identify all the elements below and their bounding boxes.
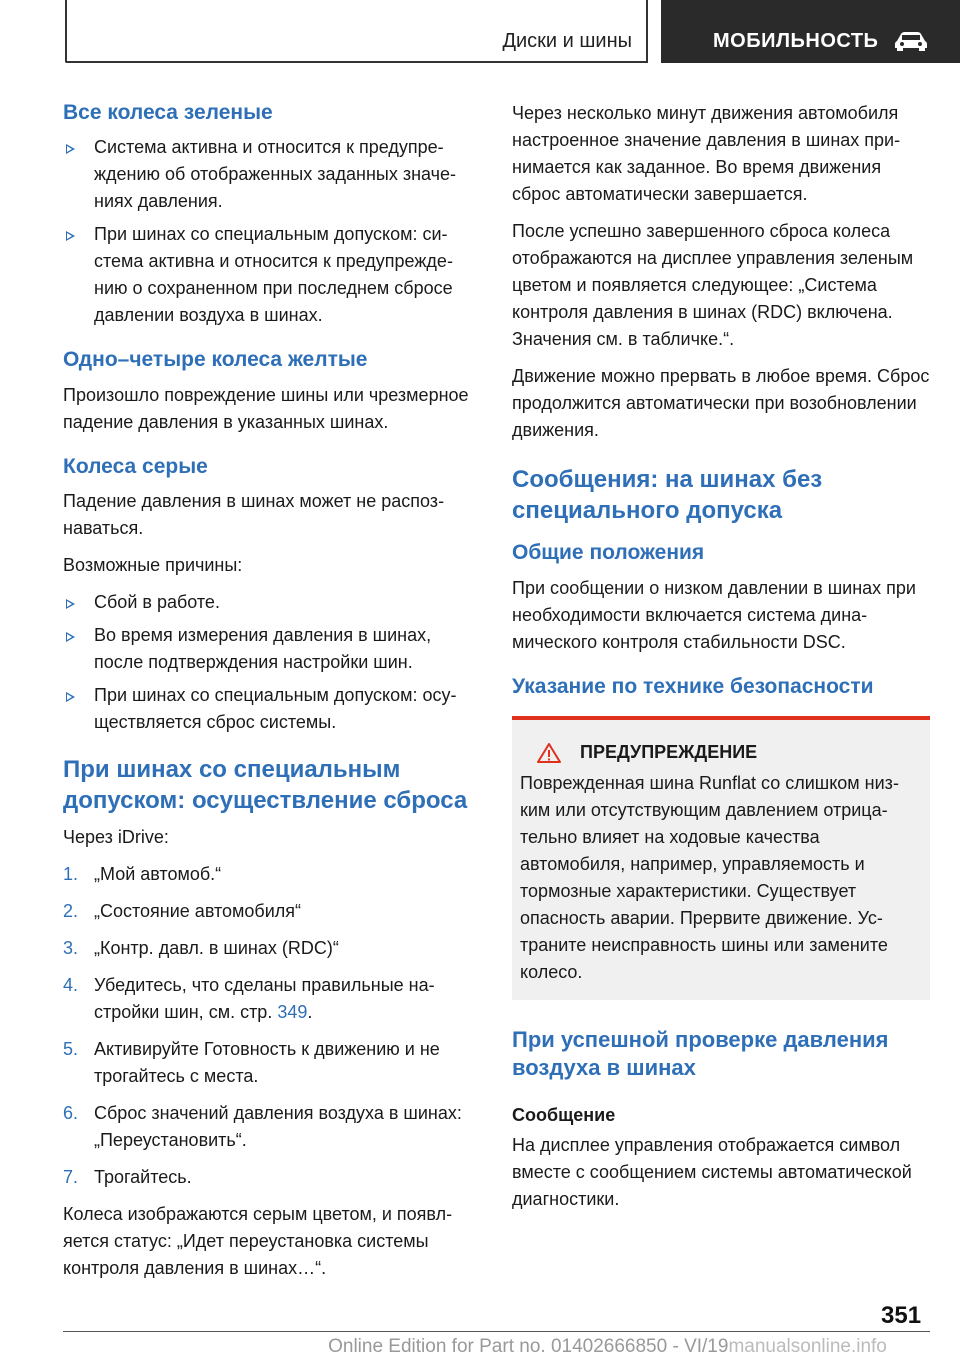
warning-triangle-icon (536, 742, 562, 764)
list-item: Система активна и относится к предупреждению об отображенных заданных значениях давления. (63, 134, 478, 215)
heading-safety: Указание по технике безопасности (512, 674, 874, 698)
footer (0, 1336, 960, 1358)
list-item: При шинах со специальным допуском: система активна и относится к предупреждению о сохраненном при последнем сбросе давлении воздуха в шинах. (63, 221, 478, 329)
heading-reset: При шинах со специальным допуском: осуществление сброса (63, 755, 468, 814)
heading-general: Общие положения (512, 541, 705, 565)
triangle-bullet-icon (66, 632, 75, 642)
paragraph-3: Движение можно прервать в любое время. Сброс продолжится автоматически при возобновлении движения. (512, 366, 930, 440)
grey-text: Падение давления в шинах может не распознаваться. (63, 490, 445, 538)
via-idrive: Через iDrive: (63, 827, 169, 848)
list-item: Во время измерения давления в шинах, после подтверждения настройки шин. (63, 622, 478, 676)
left-column (63, 100, 478, 1292)
triangle-bullet-icon (66, 692, 75, 702)
header-section-box (65, 0, 648, 63)
list-item: При шинах со специальным допуском: осуществляется сброс системы. (63, 682, 478, 736)
step-item: 6. Сброс значений давления воздуха в шинах: „Переустановить“. (63, 1103, 462, 1151)
section-title: Диски и шины (502, 30, 632, 52)
list-item: Сбой в работе. (63, 589, 478, 616)
heading-grey: Колеса серые (63, 454, 208, 478)
right-column (512, 100, 930, 1223)
watermark-text: manualsonline.info (728, 1336, 887, 1357)
reset-steps (63, 861, 478, 1191)
causes-list (63, 589, 478, 736)
heading-yellow: Одно–четыре колеса желтые (63, 348, 368, 372)
general-text: При сообщении о низком давлении в шинах при необходимости включается система динамического контроля стабильности DSC. (512, 577, 916, 652)
warning-text: Поврежденная шина Runflat со слишком низким или отсутствующим давлением отрицательно влияет на ходовые качества автомобиля, например, управляемость и тормозные характеристики. Существует опасность аварии. Прервите движение. Устраните неисправность шины или замените колесо. (520, 772, 899, 982)
edition-text: Online Edition for Part no. 01402666850 - VI/19 (328, 1336, 729, 1357)
step-item: 4. Убедитесь, что сделаны правильные настройки шин, см. стр. 349. (63, 975, 435, 1023)
paragraph-1: Через несколько минут движения автомобиля настроенное значение давления в шинах принимается как заданное. Во время движения сброс автоматически завершается. (512, 103, 901, 204)
heading-all-green: Все колеса зеленые (63, 101, 273, 124)
page-number: 351 (881, 1302, 922, 1329)
page-link[interactable]: 349 (277, 1002, 308, 1023)
triangle-bullet-icon (66, 231, 75, 241)
footer-divider (63, 1331, 930, 1332)
causes-label: Возможные причины: (63, 554, 243, 575)
message-text: На дисплее управления отображается символ вместе с сообщением системы автоматической диагностики. (512, 1135, 912, 1210)
all-green-list (63, 134, 478, 329)
step-item: 1. „Мой автомоб.“ (63, 864, 222, 885)
grey-status-text: Колеса изображаются серым цветом, и появляется статус: „Идет переустановка системы контроля давления в шинах…“. (63, 1204, 453, 1279)
triangle-bullet-icon (66, 599, 75, 609)
heading-message: Сообщение (512, 1105, 616, 1126)
chapter-title: МОБИЛЬНОСТЬ (713, 30, 879, 52)
step-item: 3. „Контр. давл. в шинах (RDC)“ (63, 938, 339, 959)
warning-title-row (520, 742, 920, 764)
warning-box (512, 716, 930, 1000)
heading-successful-check: При успешной проверке давления воздуха в шинах (512, 1026, 889, 1081)
step-item: 2. „Состояние автомобиля“ (63, 901, 302, 922)
header-chapter-box (661, 0, 960, 63)
step-item: 7. Трогайтесь. (63, 1167, 192, 1188)
paragraph-2: После успешно завершенного сброса колеса отображаются на дисплее управления зеленым цветом и появляется следующее: „Система контроля давления в шинах (RDC) включена. Значения см. в табличке.“. (512, 221, 914, 349)
heading-messages: Сообщения: на шинах без специального допуска (512, 466, 823, 525)
car-icon (893, 30, 929, 52)
step-item: 5. Активируйте Готовность к движению и не трогайтесь с места. (63, 1039, 440, 1087)
triangle-bullet-icon (66, 144, 75, 154)
yellow-text: Произошло повреждение шины или чрезмерное падение давления в указанных шинах. (63, 384, 469, 432)
warning-title: ПРЕДУПРЕЖДЕНИЕ (580, 742, 758, 763)
